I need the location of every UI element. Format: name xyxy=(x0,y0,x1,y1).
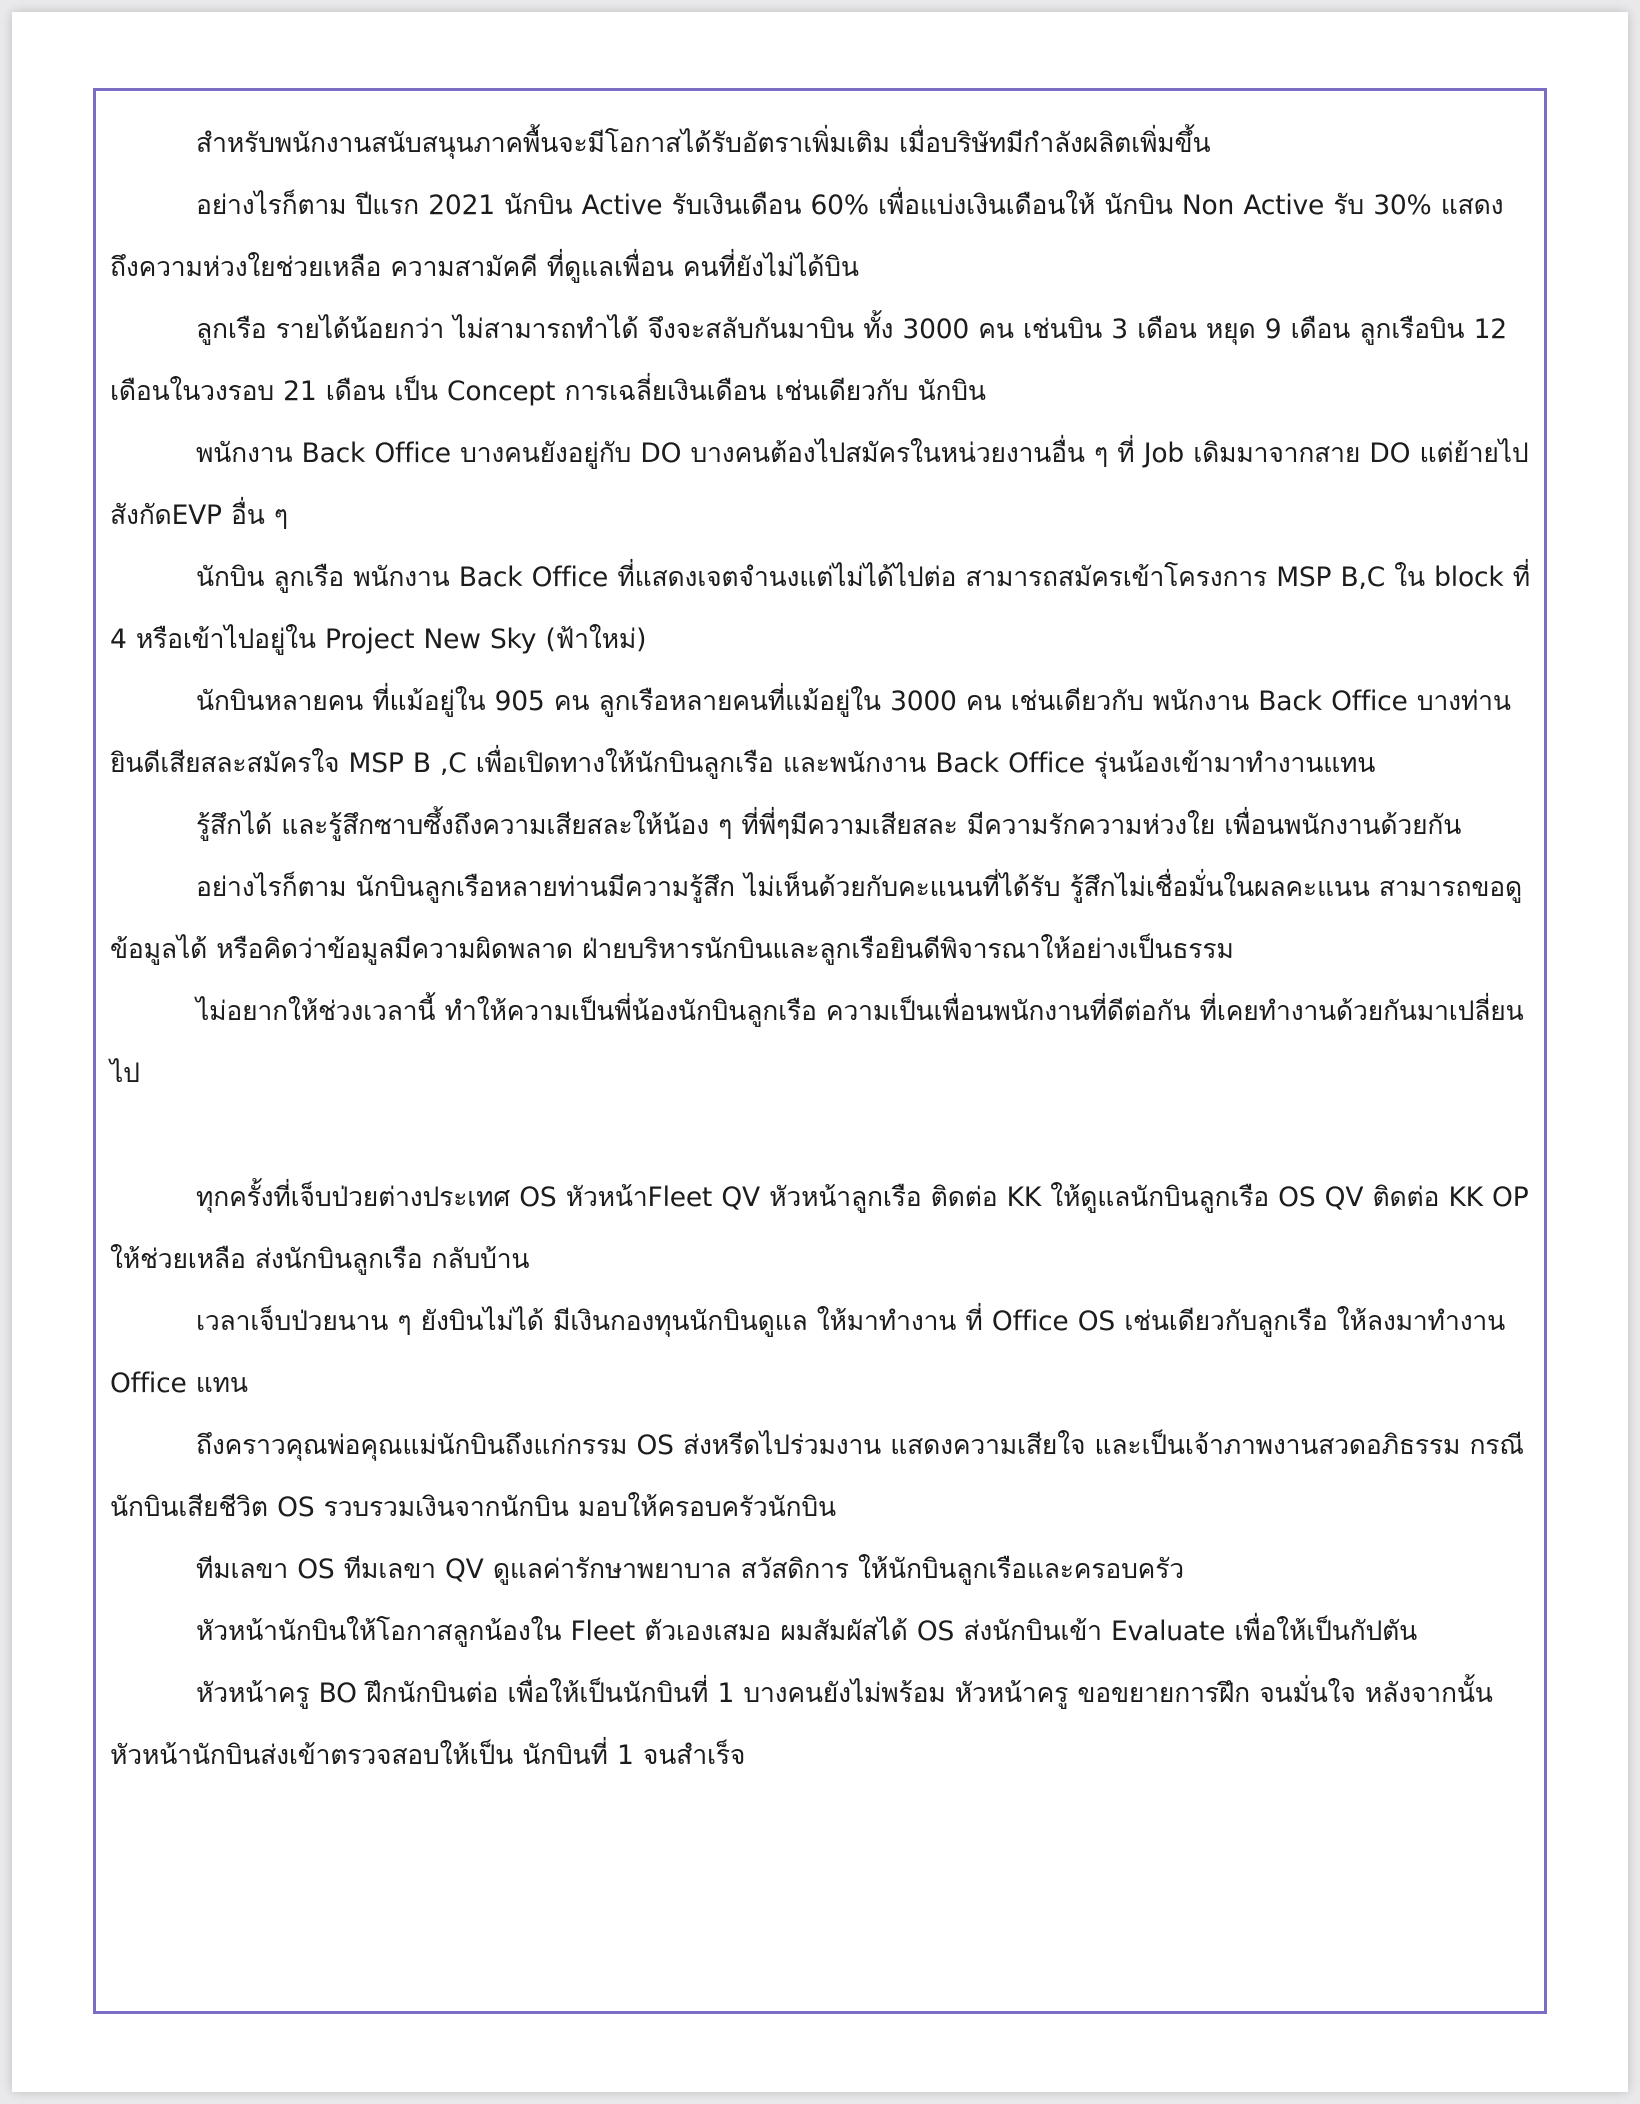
paragraph-9: ไม่อยากให้ช่วงเวลานี้ ทำให้ความเป็นพี่น้องนักบินลูกเรือ ความเป็นเพื่อนพนักงานที่ดีต่อกัน ที่เคยทำงานด้วยกันมาเปลี่ยนไป xyxy=(110,996,1524,1089)
paragraph-6: นักบินหลายคน ที่แม้อยู่ใน 905 คน ลูกเรือหลายคนที่แม้อยู่ใน 3000 คน เช่นเดียวกับ พนักงาน Back Office บางท่าน ยินดีเสียสละสมัครใจ MSP B ,C เพื่อเปิดทางให้นักบินลูกเรือ และพนักงาน Back Office รุ่นน้องเข้ามาทำงานแทน xyxy=(110,686,1511,779)
paragraph-10: ทุกครั้งที่เจ็บป่วยต่างประเทศ OS หัวหน้าFleet QV หัวหน้าลูกเรือ ติดต่อ KK ให้ดูแลนักบินลูกเรือ OS QV ติดต่อ KK OP ให้ช่วยเหลือ ส่งนักบินลูกเรือ กลับบ้าน xyxy=(110,1182,1529,1275)
paragraph-7: รู้สึกได้ และรู้สึกซาบซึ้งถึงความเสียสละให้น้อง ๆ ที่พี่ๆมีความเสียสละ มีความรักความห่วงใย เพื่อนพนักงานด้วยกัน xyxy=(196,810,1462,841)
paragraph-12: ถึงคราวคุณพ่อคุณแม่นักบินถึงแก่กรรม OS ส่งหรีดไปร่วมงาน แสดงความเสียใจ และเป็นเจ้าภาพงานสวดอภิธรรม กรณีนักบินเสียชีวิต OS รวบรวมเงินจากนักบิน มอบให้ครอบครัวนักบิน xyxy=(110,1430,1524,1523)
paragraph-1: สำหรับพนักงานสนับสนุนภาคพื้นจะมีโอกาสได้รับอัตราเพิ่มเติม เมื่อบริษัทมีกำลังผลิตเพิ่มขึ้น xyxy=(196,128,1211,159)
text-frame xyxy=(93,88,1547,2014)
section-gap xyxy=(110,1105,1530,1167)
paragraph-8: อย่างไรก็ตาม นักบินลูกเรือหลายท่านมีความรู้สึก ไม่เห็นด้วยกับคะแนนที่ได้รับ รู้สึกไม่เชื่อมั่นในผลคะแนน สามารถขอดูข้อมูลได้ หรือคิดว่าข้อมูลมีความผิดพลาด ฝ่ายบริหารนักบินและลูกเรือยินดีพิจารณาให้อย่างเป็นธรรม xyxy=(110,872,1523,965)
paragraph-2: อย่างไรก็ตาม ปีแรก 2021 นักบิน Active รับเงินเดือน 60% เพื่อแบ่งเงินเดือนให้ นักบิน Non Active รับ 30% แสดงถึงความห่วงใยช่วยเหลือ ความสามัคคี ที่ดูแลเพื่อน คนที่ยังไม่ได้บิน xyxy=(110,190,1504,283)
paragraph-4: พนักงาน Back Office บางคนยังอยู่กับ DO บางคนต้องไปสมัครในหน่วยงานอื่น ๆ ที่ Job เดิมมาจากสาย DO แต่ย้ายไปสังกัดEVP อื่น ๆ xyxy=(110,438,1529,531)
paragraph-14: หัวหน้านักบินให้โอกาสลูกน้องใน Fleet ตัวเองเสมอ ผมสัมผัสได้ OS ส่งนักบินเข้า Evaluate เพื่อให้เป็นกัปตัน xyxy=(196,1616,1418,1647)
paragraph-15: หัวหน้าครู BO ฝึกนักบินต่อ เพื่อให้เป็นนักบินที่ 1 บางคนยังไม่พร้อม หัวหน้าครู ขอขยายการฝึก จนมั่นใจ หลังจากนั้น หัวหน้านักบินส่งเข้าตรวจสอบให้เป็น นักบินที่ 1 จนสำเร็จ xyxy=(110,1678,1493,1771)
paragraph-11: เวลาเจ็บป่วยนาน ๆ ยังบินไม่ได้ มีเงินกองทุนนักบินดูแล ให้มาทำงาน ที่ Office OS เช่นเดียวกับลูกเรือ ให้ลงมาทำงาน Office แทน xyxy=(110,1306,1506,1399)
paragraph-5: นักบิน ลูกเรือ พนักงาน Back Office ที่แสดงเจตจำนงแต่ไม่ได้ไปต่อ สามารถสมัครเข้าโครงการ MSP B,C ใน block ที่ 4 หรือเข้าไปอยู่ใน Project New Sky (ฟ้าใหม่) xyxy=(110,562,1530,655)
paragraph-3: ลูกเรือ รายได้น้อยกว่า ไม่สามารถทำได้ จึงจะสลับกันมาบิน ทั้ง 3000 คน เช่นบิน 3 เดือน หยุด 9 เดือน ลูกเรือบิน 12 เดือนในวงรอบ 21 เดือน เป็น Concept การเฉลี่ยเงินเดือน เช่นเดียวกับ นักบิน xyxy=(110,314,1507,407)
paragraph-13: ทีมเลขา OS ทีมเลขา QV ดูแลค่ารักษาพยาบาล สวัสดิการ ให้นักบินลูกเรือและครอบครัว xyxy=(196,1554,1184,1585)
